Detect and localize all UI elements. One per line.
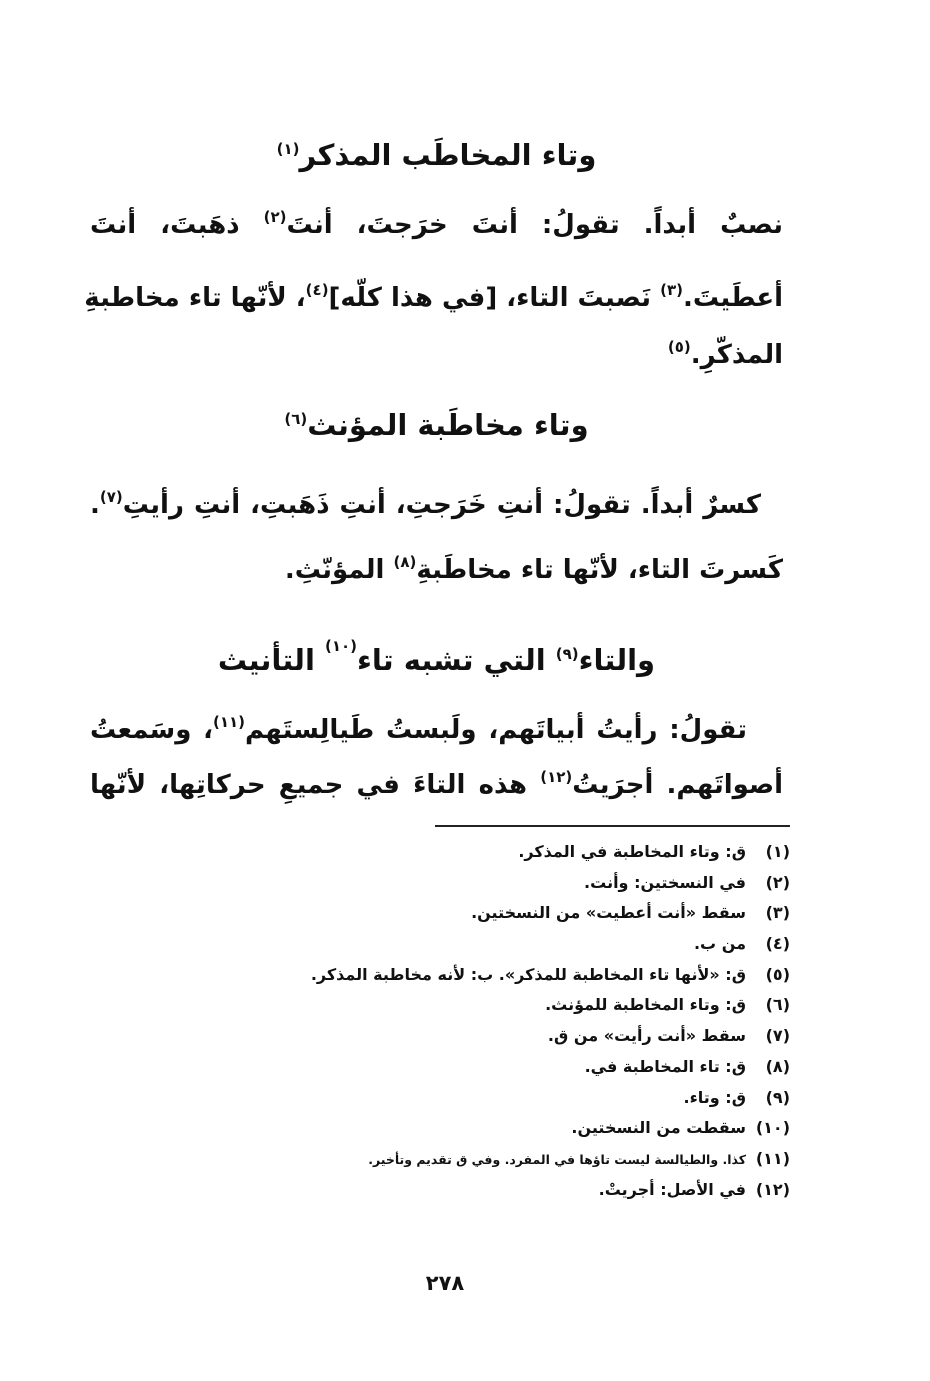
footnote-text: سقط «أنت رأيت» من ق. (547, 1026, 746, 1046)
heading-text: والتاء (578, 643, 656, 677)
footnote (120, 868, 790, 899)
footnote-marker: (١١) (213, 712, 246, 731)
paragraph-2-line-1 (90, 477, 783, 533)
text-segment: . (90, 490, 100, 520)
footnote-number: (٦) (765, 995, 790, 1015)
paragraph-2-line-2 (90, 542, 783, 598)
text-segment: تقولُ: رأيتُ أبياتَهم، ولَبستُ طَيالِستَهم (245, 715, 747, 745)
text-segment: نصبٌ أبداً. تقولُ: أنتَ خرَجتَ، أنتَ (286, 210, 783, 240)
footnote (120, 898, 790, 929)
footnote-text: من ب. (693, 934, 746, 954)
footnote-number: (٥) (765, 964, 790, 984)
footnote-marker: (١٢) (540, 767, 573, 786)
footnote-number: (٣) (765, 903, 790, 923)
footnotes (120, 837, 790, 1205)
footnote (120, 960, 790, 991)
footnote-text: سقط «أنت أعطيت» من النسختين. (471, 903, 746, 923)
text-segment: أصواتَهم. أجرَيتُ (572, 770, 783, 800)
footnote-text: كذا. والطيالسة ليست تاؤها في المفرد. وفي ق تقديم وتأخير. (368, 1151, 746, 1167)
footnote-number: (٨) (765, 1056, 790, 1076)
page-number: ٢٧٨ (425, 1271, 465, 1295)
footnote-number: (٤) (765, 934, 790, 954)
footnote-text: ق: وتاء المخاطبة في المذكر. (518, 842, 746, 861)
section-heading-feminine-addressee (90, 397, 783, 453)
text-segment: ، وسَمعتُ (90, 715, 213, 745)
footnote-text: ق: «لأنها تاء المخاطبة للمذكر». ب: لأنه مخاطبة المذكر. (310, 964, 746, 984)
footnote (120, 1083, 790, 1114)
footnote-number: (١١) (755, 1148, 790, 1168)
heading-text: وتاء المخاطَب المذكر (299, 138, 597, 172)
footnote (120, 990, 790, 1021)
footnote-text: سقطت من النسختين. (571, 1118, 746, 1138)
footnote-text: ق: تاء المخاطبة في. (584, 1056, 746, 1076)
text-segment: نَصبتَ التاء، [في هذا كلّه] (328, 283, 652, 313)
footnote (120, 1113, 790, 1144)
footnote (120, 1052, 790, 1083)
footnote-text: في الأصل: أجريتْ. (598, 1179, 746, 1199)
section-heading-feminine-like-taa (90, 632, 783, 688)
footnote (120, 1144, 790, 1175)
footnote-separator (435, 825, 790, 827)
footnote-number: (٩) (765, 1087, 790, 1107)
text-segment: كَسرتَ التاء، لأنّها تاء مخاطَبةِ (416, 555, 783, 585)
paragraph-1-line-3 (90, 327, 783, 383)
heading-text: التأنيث (217, 643, 315, 677)
footnote-marker: (٣) (660, 280, 683, 299)
text-segment: المذكّرِ. (690, 340, 783, 370)
footnote-marker: (٥) (667, 337, 691, 356)
paragraph-1-line-2 (84, 270, 783, 326)
text-segment: أعطَيتَ. (682, 283, 783, 313)
text-segment: ، لأنّها تاء مخاطبةِ (84, 283, 306, 313)
footnote-number: (١٠) (755, 1118, 790, 1138)
heading-text: التي تشبه تاء (357, 643, 546, 677)
footnote-marker: (٧) (99, 487, 123, 506)
text-segment: ذهَبتَ، أنتَ (90, 210, 240, 240)
footnote-marker: (٢) (263, 207, 287, 226)
footnote-number: (١٢) (755, 1179, 790, 1199)
paragraph-3-line-2 (90, 757, 783, 813)
footnote-number: (٢) (765, 872, 790, 892)
footnote-marker: (١) (276, 139, 300, 158)
footnote-text: ق: وتاء المخاطبة للمؤنث. (545, 995, 746, 1015)
footnote-text: ق: وتاء. (683, 1087, 746, 1107)
footnote-number: (٧) (765, 1026, 790, 1046)
heading-text: وتاء مخاطَبة المؤنث (307, 408, 589, 442)
footnote (120, 1021, 790, 1052)
text-segment: المؤنّثِ. (284, 555, 385, 585)
footnote-number: (١) (765, 842, 790, 861)
text-segment: هذه التاءَ في جميعِ حركاتِها، لأنّها (90, 770, 528, 800)
footnote-marker: (٨) (393, 552, 417, 571)
footnote-marker: (٦) (284, 409, 308, 428)
paragraph-3-line-1 (90, 702, 783, 758)
footnote (120, 837, 790, 868)
text-segment: كسرٌ أبداً. تقولُ: أنتِ خَرَجتِ، أنتِ ذَهَبتِ، أنتِ رأيتِ (122, 490, 761, 520)
footnote-marker: (١٠) (325, 636, 358, 655)
footnote-marker: (٤) (305, 280, 329, 299)
section-heading-masculine-addressee (90, 127, 783, 183)
footnote (120, 929, 790, 960)
footnote (120, 1175, 790, 1206)
footnote-marker: (٩) (555, 644, 579, 663)
footnote-text: في النسختين: وأنت. (584, 872, 746, 892)
paragraph-1-line-1 (90, 197, 783, 253)
